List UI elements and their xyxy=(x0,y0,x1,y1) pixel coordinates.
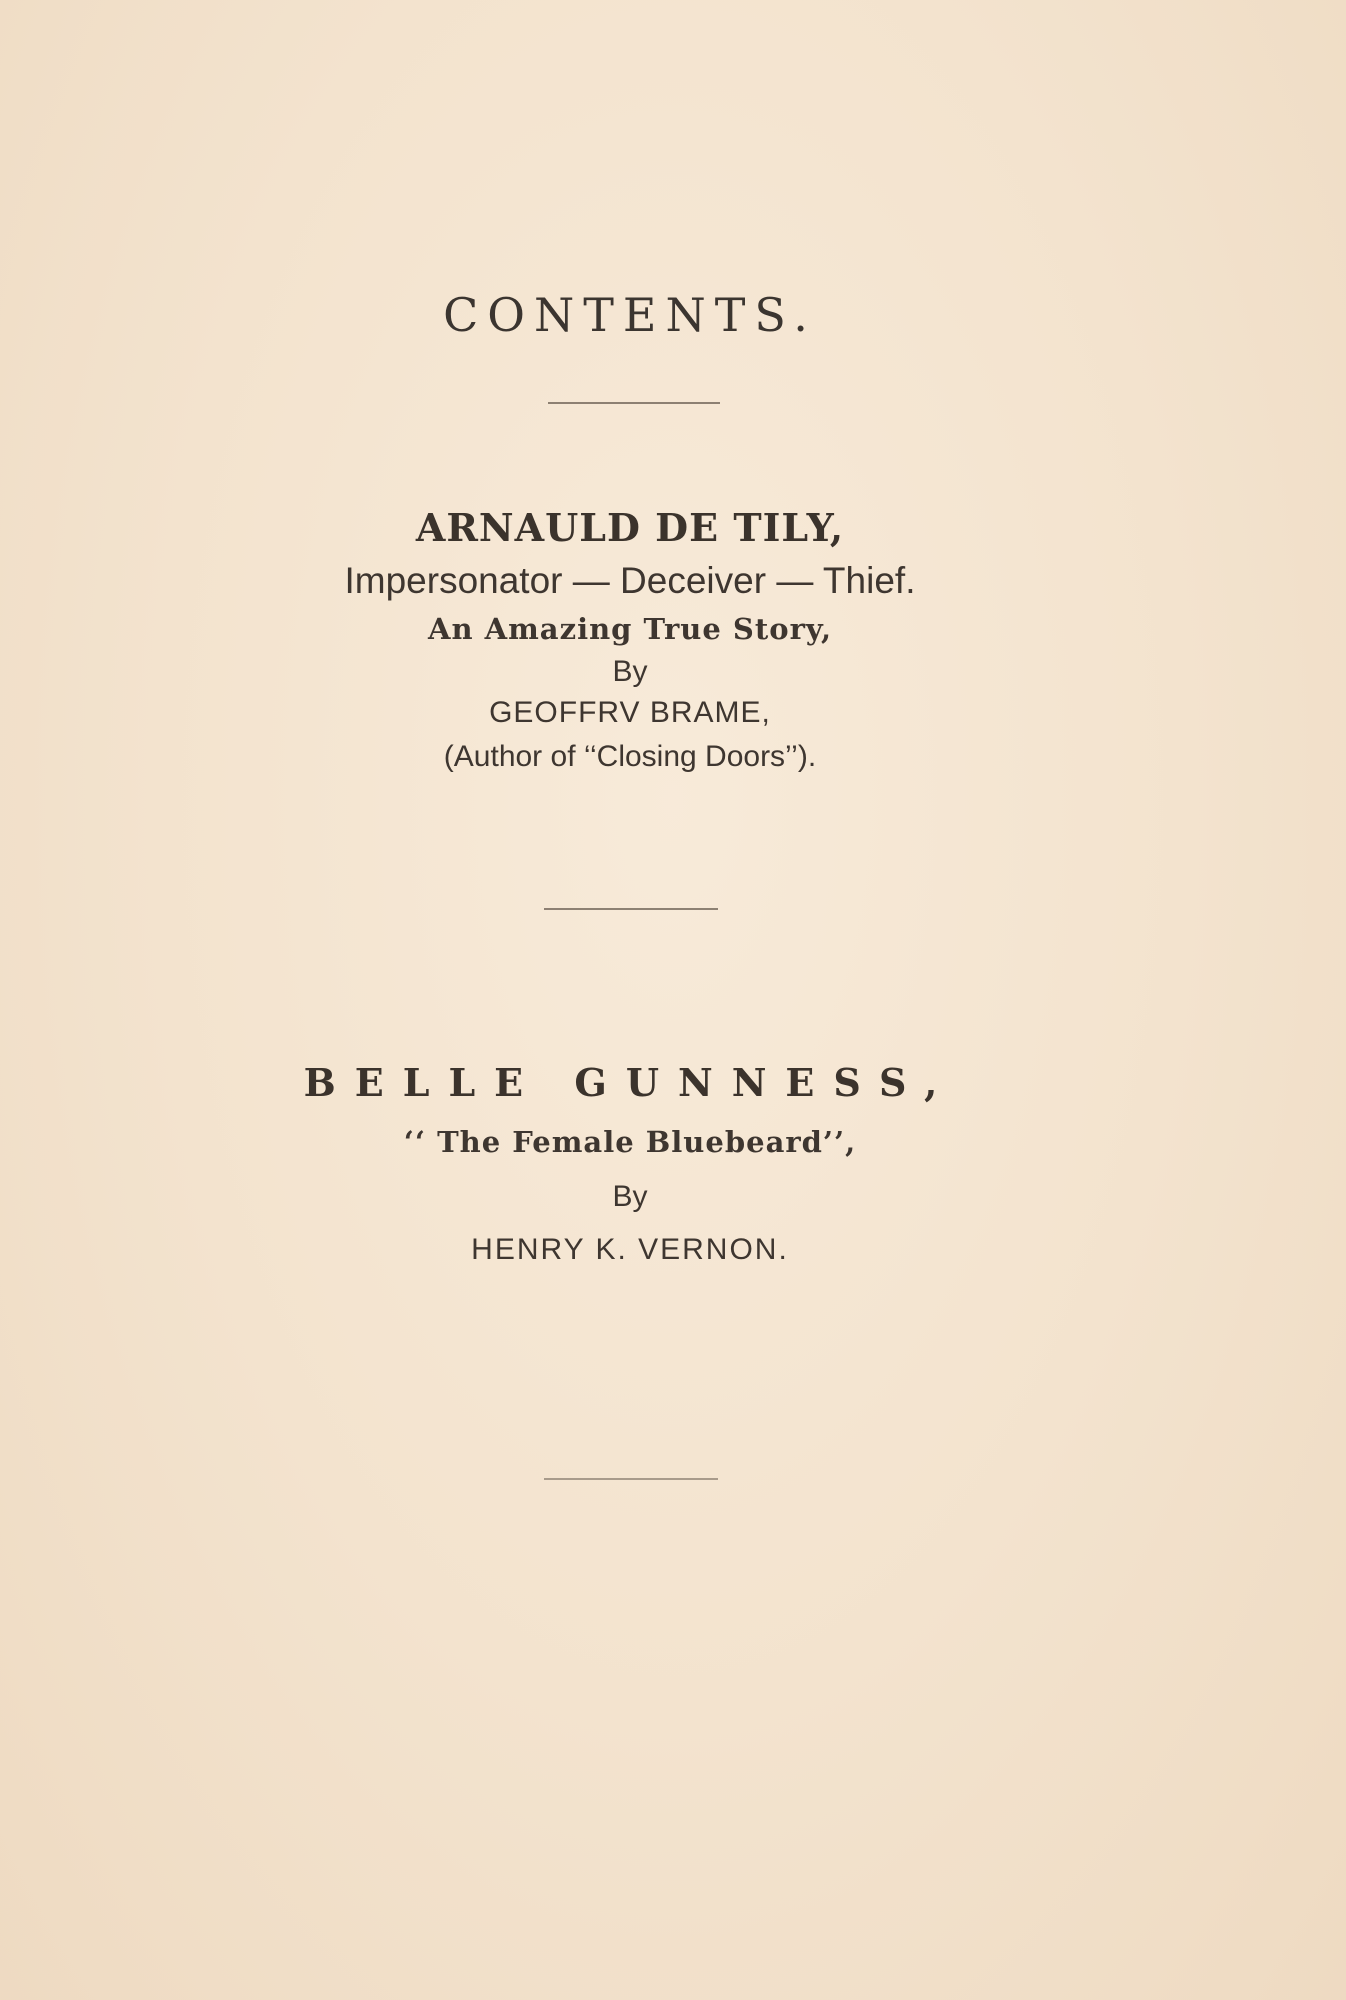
divider-bottom xyxy=(544,1478,718,1480)
page-heading: CONTENTS. xyxy=(443,288,817,342)
entry-title: ARNAULD DE TILY, xyxy=(415,505,845,550)
divider-top xyxy=(548,402,720,404)
entry-subtitle: Impersonator — Deceiver — Thief. xyxy=(344,560,916,601)
entry-note: (Author of ‘‘Closing Doors’’). xyxy=(443,740,817,773)
entry-author: HENRY K. VERNON. xyxy=(471,1233,789,1266)
entry-subtitle: ‘‘ The Female Bluebeard’’, xyxy=(403,1125,857,1159)
entry-by: By xyxy=(612,1180,648,1213)
divider-middle xyxy=(544,908,718,910)
entry-author: GEOFFRV BRAME, xyxy=(489,696,771,729)
entry-by: By xyxy=(612,655,648,688)
entry-title: BELLE GUNNESS, xyxy=(303,1060,957,1105)
entry-tagline: An Amazing True Story, xyxy=(427,612,833,646)
